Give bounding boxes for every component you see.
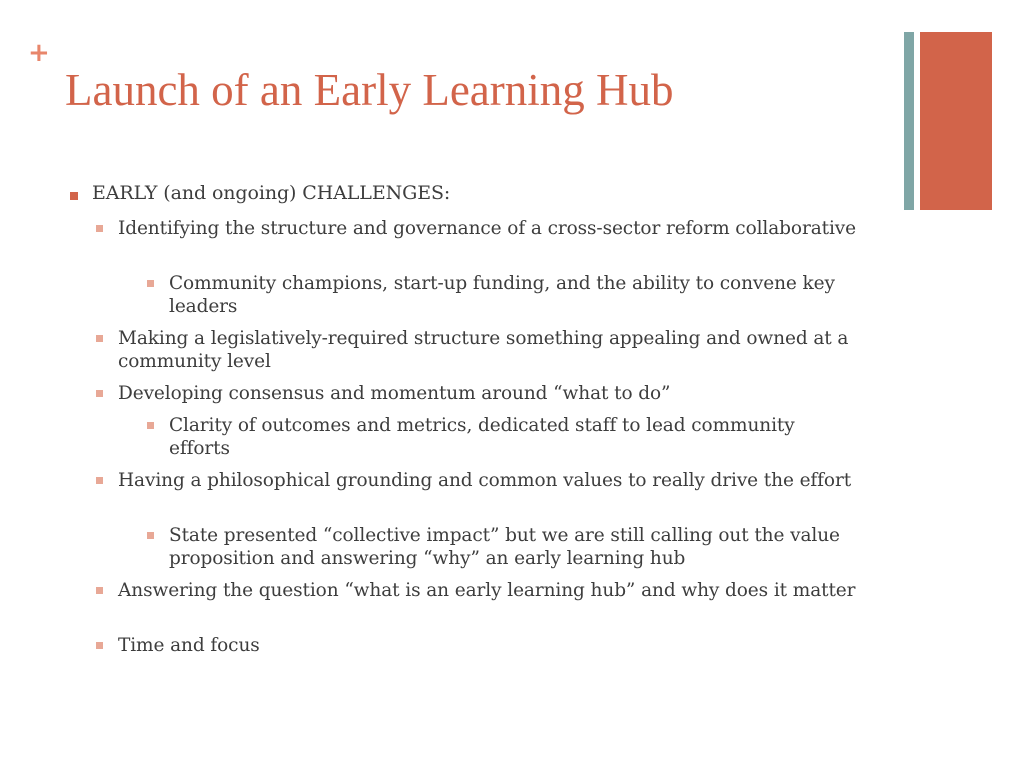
bullet-text: Time and focus	[118, 635, 260, 656]
bullet-text: EARLY (and ongoing) CHALLENGES:	[92, 182, 451, 204]
square-bullet-icon	[147, 422, 154, 429]
bullet-text: Developing consensus and momentum around “what to do”	[118, 383, 671, 404]
square-bullet-icon	[96, 642, 103, 649]
square-bullet-icon	[96, 335, 103, 342]
bullet-item	[169, 524, 909, 570]
bullet-item	[118, 327, 898, 373]
slide-title: Launch of an Early Learning Hub	[65, 65, 674, 115]
bullet-item	[118, 217, 878, 240]
square-bullet-icon	[70, 192, 78, 200]
bullet-item	[118, 469, 898, 492]
bullet-item	[118, 634, 898, 657]
square-bullet-icon	[96, 477, 103, 484]
bullet-item	[169, 272, 899, 318]
square-bullet-icon	[96, 390, 103, 397]
bullet-item	[169, 414, 829, 460]
bullet-item	[118, 382, 898, 405]
bullet-text: State presented “collective impact” but we are still calling out the value proposition and answering “why” an early learning hub	[169, 525, 840, 569]
bullet-item	[118, 579, 908, 602]
square-bullet-icon	[147, 280, 154, 287]
plus-icon: +	[28, 38, 50, 68]
square-bullet-icon	[96, 225, 103, 232]
square-bullet-icon	[96, 587, 103, 594]
bullet-text: Having a philosophical grounding and common values to really drive the effort	[118, 470, 852, 491]
bullet-text: Making a legislatively-required structure something appealing and owned at a community level	[118, 328, 849, 372]
square-bullet-icon	[147, 532, 154, 539]
bullet-text: Clarity of outcomes and metrics, dedicated staff to lead community efforts	[169, 415, 795, 459]
bullet-text: Answering the question “what is an early learning hub” and why does it matter	[118, 580, 856, 601]
bullet-text: Community champions, start-up funding, and the ability to convene key leaders	[169, 273, 835, 317]
bullet-item	[92, 182, 892, 205]
bullet-text: Identifying the structure and governance of a cross-sector reform collaborative	[118, 218, 856, 239]
